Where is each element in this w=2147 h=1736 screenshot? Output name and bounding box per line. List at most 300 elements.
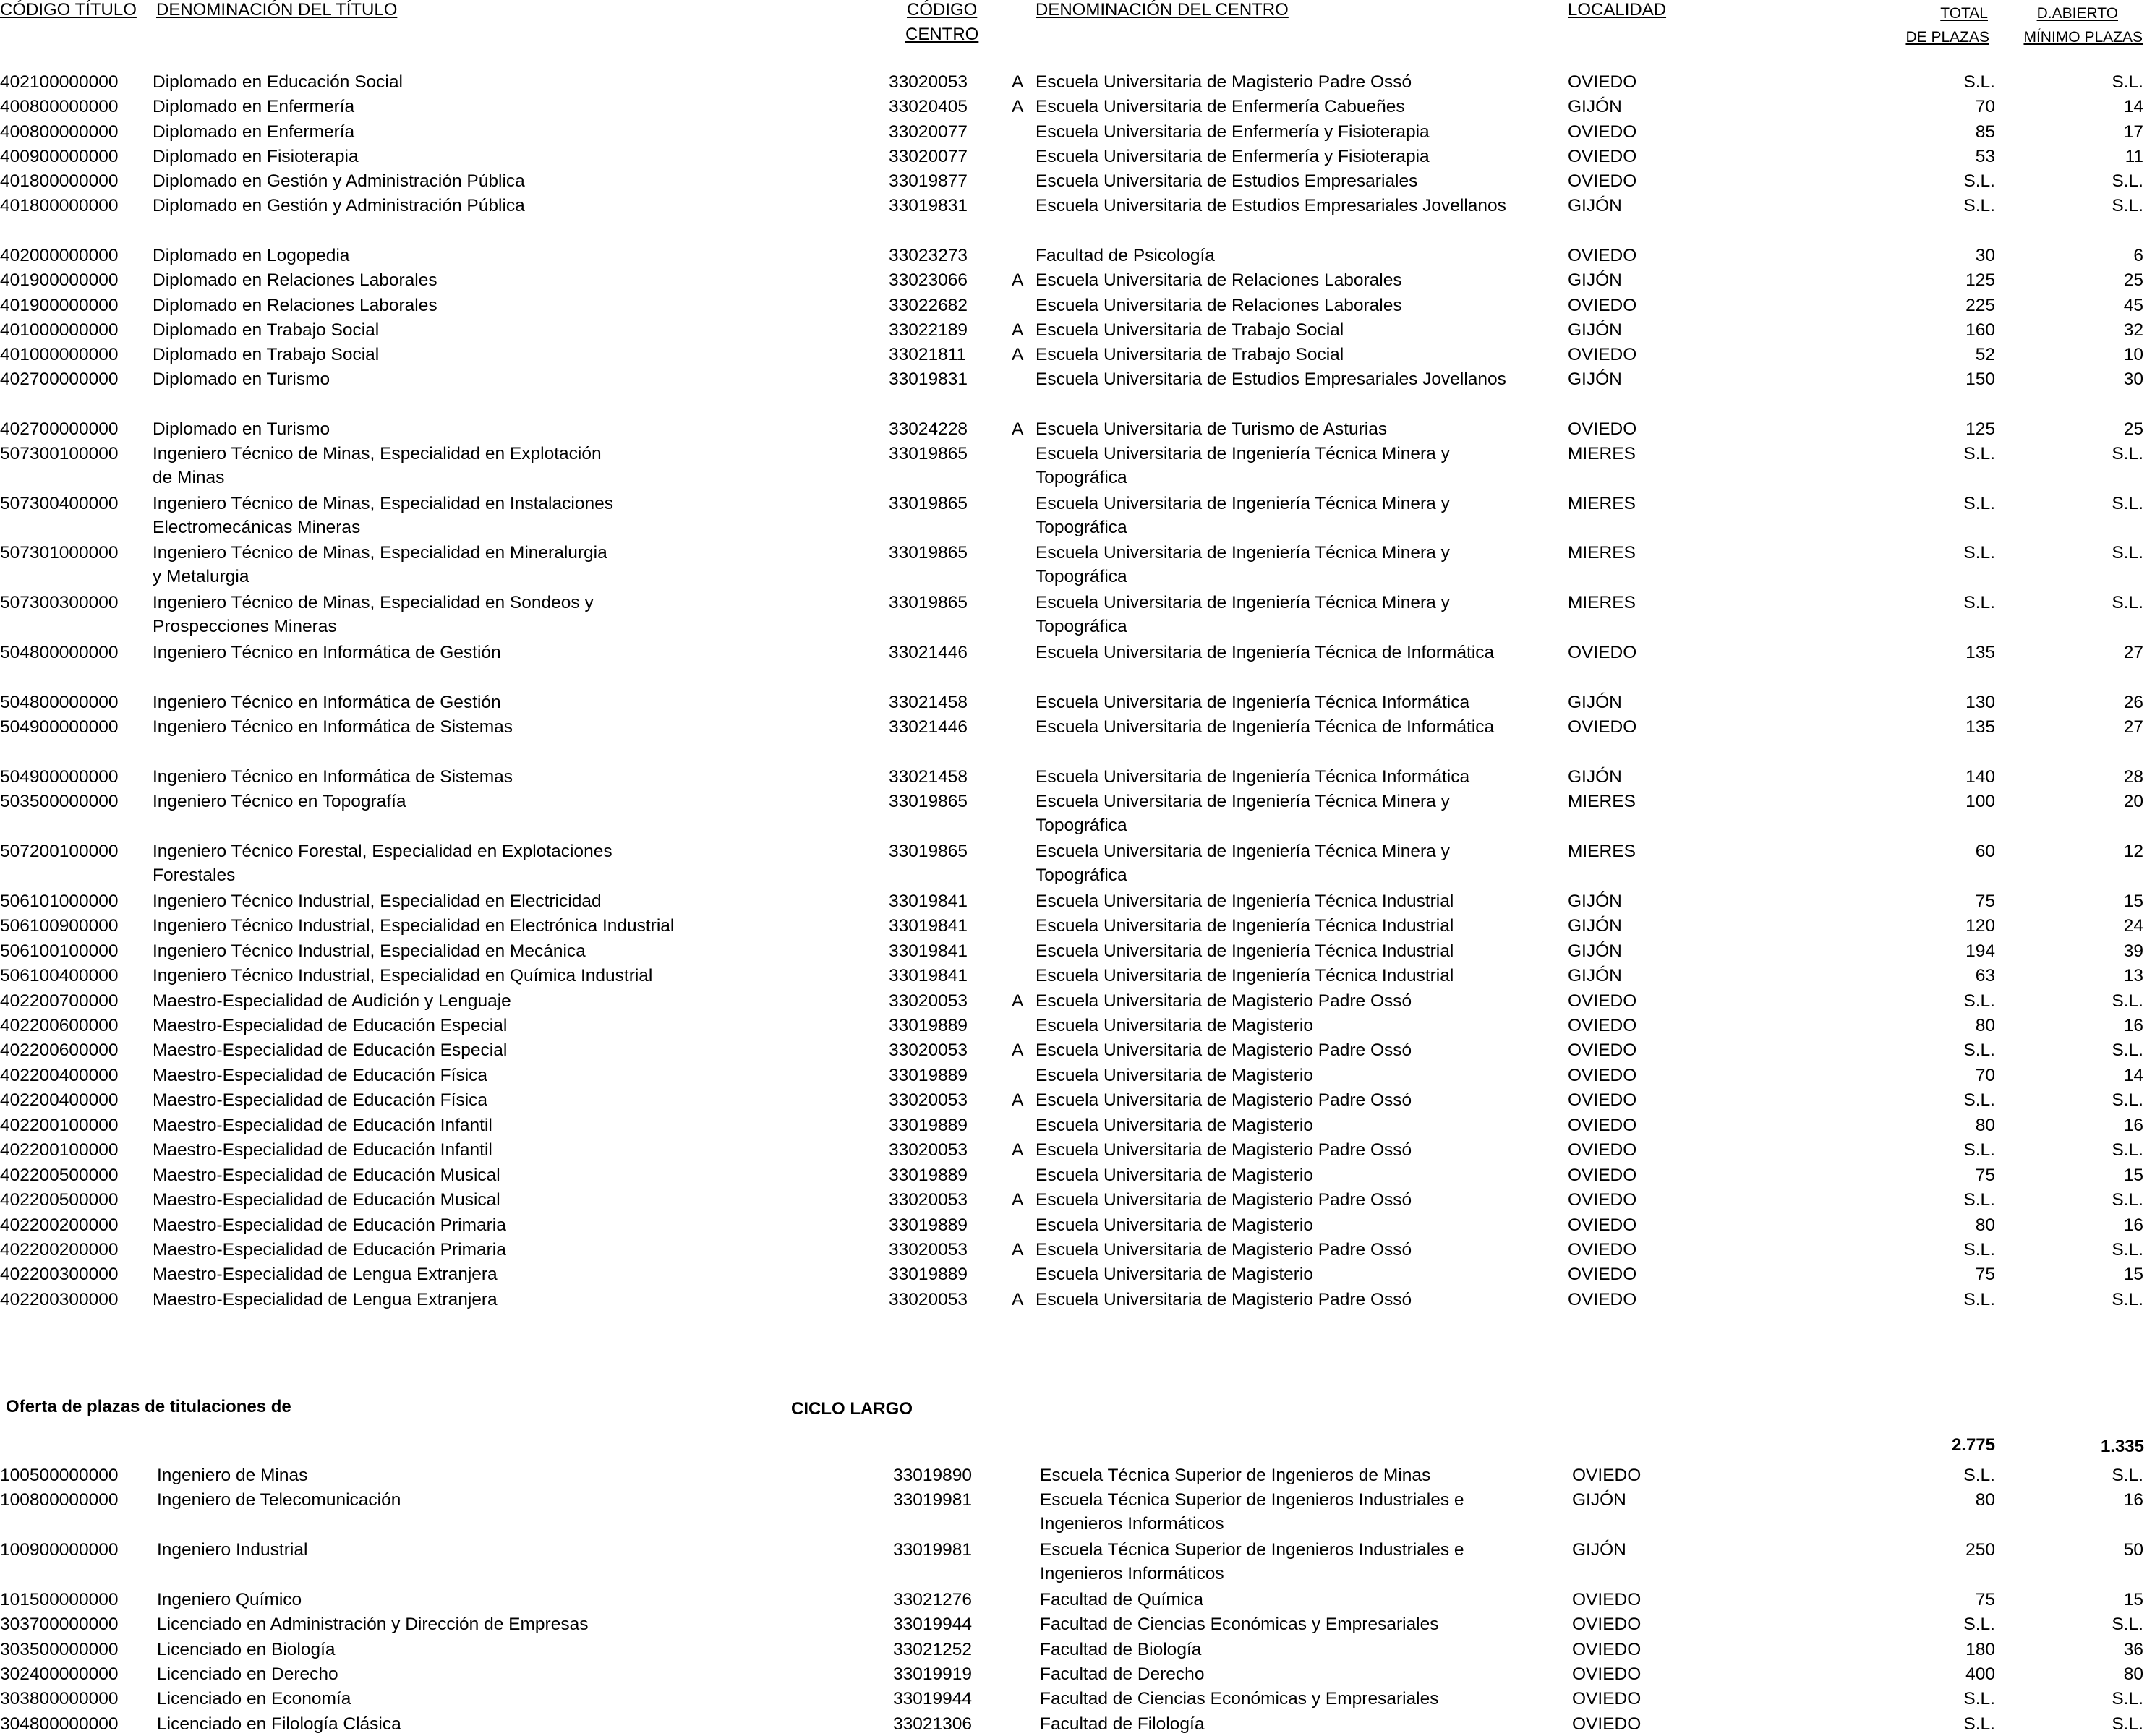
cell-codigo-titulo: 302400000000 bbox=[0, 1664, 119, 1684]
cell-codigo-centro: 33022189 bbox=[889, 320, 968, 340]
cell-denominacion-titulo: Maestro-Especialidad de Educación Infantil bbox=[153, 1140, 492, 1160]
cell-localidad: MIERES bbox=[1568, 543, 1636, 563]
header-total-line2: DE PLAZAS bbox=[1905, 29, 1989, 46]
cell-marca-adscrito: A bbox=[1012, 320, 1024, 340]
cell-denominacion-centro: Escuela Universitaria de Ingeniería Técnica Minera y bbox=[1036, 792, 1450, 811]
cell-localidad: OVIEDO bbox=[1568, 1290, 1637, 1309]
cell-codigo-titulo: 303700000000 bbox=[0, 1615, 119, 1634]
cell-codigo-centro: 33021306 bbox=[893, 1714, 973, 1734]
cell-total-plazas: 85 bbox=[1975, 122, 1995, 142]
cell-localidad: OVIEDO bbox=[1568, 1140, 1637, 1160]
cell-denominacion-centro: Escuela Universitaria de Ingeniería Técnica Informática bbox=[1036, 767, 1470, 787]
cell-codigo-titulo: 504800000000 bbox=[0, 693, 119, 712]
cell-localidad: OVIEDO bbox=[1568, 345, 1637, 364]
cell-denominacion-centro: Facultad de Derecho bbox=[1040, 1664, 1205, 1684]
cell-denominacion-centro-cont: Topográfica bbox=[1036, 816, 1127, 835]
cell-denominacion-centro: Facultad de Ciencias Económicas y Empresariales bbox=[1040, 1689, 1439, 1709]
cell-denominacion-titulo-cont: Forestales bbox=[153, 865, 236, 885]
cell-denominacion-centro: Facultad de Química bbox=[1040, 1590, 1204, 1609]
cell-total-plazas: S.L. bbox=[1963, 494, 1995, 513]
cell-denominacion-titulo: Ingeniero Técnico en Informática de Sistemas bbox=[153, 717, 513, 737]
cell-localidad: OVIEDO bbox=[1568, 1166, 1637, 1185]
cell-denominacion-centro: Escuela Universitaria de Ingeniería Técnica Minera y bbox=[1036, 444, 1450, 463]
cell-minimo-plazas: 15 bbox=[2123, 1265, 2143, 1284]
cell-marca-adscrito: A bbox=[1012, 1240, 1024, 1260]
cell-denominacion-titulo: Diplomado en Relaciones Laborales bbox=[153, 270, 437, 290]
cell-denominacion-centro: Escuela Universitaria de Magisterio bbox=[1036, 1265, 1313, 1284]
cell-codigo-centro: 33021458 bbox=[889, 767, 968, 787]
cell-denominacion-titulo: Ingeniero Técnico en Topografía bbox=[153, 792, 406, 811]
cell-codigo-titulo: 100500000000 bbox=[0, 1466, 119, 1485]
cell-denominacion-titulo: Maestro-Especialidad de Educación Musical bbox=[153, 1166, 500, 1185]
cell-total-plazas: 135 bbox=[1965, 717, 1995, 737]
cell-codigo-centro: 33019841 bbox=[889, 916, 968, 936]
cell-denominacion-centro: Escuela Universitaria de Ingeniería Técnica Industrial bbox=[1036, 941, 1454, 961]
cell-denominacion-titulo: Ingeniero de Minas bbox=[157, 1466, 308, 1485]
cell-localidad: OVIEDO bbox=[1568, 171, 1637, 191]
header-denominacion-centro: DENOMINACIÓN DEL CENTRO bbox=[1036, 0, 1289, 20]
cell-localidad: OVIEDO bbox=[1572, 1615, 1642, 1634]
cell-minimo-plazas: S.L. bbox=[2112, 1090, 2143, 1110]
cell-localidad: OVIEDO bbox=[1568, 1090, 1637, 1110]
cell-denominacion-centro: Escuela Universitaria de Magisterio Padre Ossó bbox=[1036, 1240, 1412, 1260]
cell-denominacion-titulo: Ingeniero Técnico en Informática de Sistemas bbox=[153, 767, 513, 787]
cell-codigo-centro: 33019841 bbox=[889, 941, 968, 961]
cell-denominacion-centro: Escuela Universitaria de Ingeniería Técnica Minera y bbox=[1036, 494, 1450, 513]
cell-denominacion-titulo: Ingeniero Químico bbox=[157, 1590, 302, 1609]
cell-total-plazas: 125 bbox=[1965, 419, 1995, 439]
cell-codigo-titulo: 504900000000 bbox=[0, 767, 119, 787]
cell-codigo-titulo: 506101000000 bbox=[0, 891, 119, 911]
cell-marca-adscrito: A bbox=[1012, 1190, 1024, 1210]
cell-codigo-titulo: 303800000000 bbox=[0, 1689, 119, 1709]
section-label: Oferta de plazas de titulaciones de bbox=[6, 1397, 291, 1416]
cell-codigo-centro: 33020053 bbox=[889, 1190, 968, 1210]
cell-denominacion-titulo: Ingeniero Industrial bbox=[157, 1540, 308, 1560]
cell-denominacion-titulo-cont: de Minas bbox=[153, 468, 225, 487]
cell-total-plazas: S.L. bbox=[1963, 444, 1995, 463]
cell-denominacion-centro: Escuela Universitaria de Magisterio bbox=[1036, 1016, 1313, 1035]
cell-codigo-centro: 33020053 bbox=[889, 72, 968, 92]
cell-localidad: GIJÓN bbox=[1568, 320, 1622, 340]
cell-minimo-plazas: 27 bbox=[2123, 643, 2143, 662]
cell-total-plazas: 80 bbox=[1975, 1490, 1995, 1510]
header-dabierto-line1: D.ABIERTO bbox=[2036, 5, 2118, 22]
cell-denominacion-centro-cont: Topográfica bbox=[1036, 865, 1127, 885]
cell-minimo-plazas: S.L. bbox=[2112, 72, 2143, 92]
cell-codigo-centro: 33020053 bbox=[889, 1040, 968, 1060]
cell-denominacion-titulo: Licenciado en Derecho bbox=[157, 1664, 338, 1684]
cell-minimo-plazas: 25 bbox=[2123, 419, 2143, 439]
cell-codigo-titulo: 401800000000 bbox=[0, 171, 119, 191]
cell-total-plazas: S.L. bbox=[1963, 991, 1995, 1011]
cell-localidad: OVIEDO bbox=[1568, 1265, 1637, 1284]
cell-localidad: OVIEDO bbox=[1568, 296, 1637, 315]
cell-codigo-centro: 33020405 bbox=[889, 97, 968, 116]
cell-codigo-centro: 33021446 bbox=[889, 643, 968, 662]
cell-denominacion-centro-cont: Topográfica bbox=[1036, 518, 1127, 537]
cell-marca-adscrito: A bbox=[1012, 345, 1024, 364]
cell-denominacion-centro: Escuela Universitaria de Magisterio Padre Ossó bbox=[1036, 72, 1412, 92]
cell-minimo-plazas: 11 bbox=[2125, 147, 2143, 166]
header-localidad: LOCALIDAD bbox=[1568, 0, 1667, 20]
cell-denominacion-titulo: Maestro-Especialidad de Educación Física bbox=[153, 1066, 488, 1085]
cell-codigo-titulo: 507300400000 bbox=[0, 494, 119, 513]
cell-marca-adscrito: A bbox=[1012, 991, 1024, 1011]
cell-denominacion-centro: Escuela Universitaria de Magisterio Padre Ossó bbox=[1036, 1040, 1412, 1060]
cell-denominacion-centro: Escuela Universitaria de Estudios Empresariales Jovellanos bbox=[1036, 196, 1506, 215]
cell-codigo-centro: 33024228 bbox=[889, 419, 968, 439]
cell-codigo-centro: 33019865 bbox=[889, 494, 968, 513]
cell-localidad: MIERES bbox=[1568, 494, 1636, 513]
cell-codigo-centro: 33020053 bbox=[889, 1090, 968, 1110]
cell-denominacion-titulo: Diplomado en Gestión y Administración Pública bbox=[153, 171, 525, 191]
cell-localidad: GIJÓN bbox=[1572, 1490, 1626, 1510]
cell-minimo-plazas: 15 bbox=[2123, 1590, 2143, 1609]
cell-denominacion-centro: Facultad de Biología bbox=[1040, 1640, 1202, 1659]
cell-denominacion-titulo: Diplomado en Fisioterapia bbox=[153, 147, 359, 166]
cell-codigo-titulo: 402200300000 bbox=[0, 1265, 119, 1284]
header-denominacion-titulo: DENOMINACIÓN DEL TÍTULO bbox=[156, 0, 398, 20]
cell-minimo-plazas: 28 bbox=[2123, 767, 2143, 787]
cell-denominacion-centro: Escuela Universitaria de Magisterio Padre Ossó bbox=[1036, 1140, 1412, 1160]
cell-codigo-titulo: 402200200000 bbox=[0, 1240, 119, 1260]
cell-denominacion-titulo: Licenciado en Filología Clásica bbox=[157, 1714, 401, 1734]
cell-codigo-centro: 33020077 bbox=[889, 147, 968, 166]
cell-total-plazas: 30 bbox=[1975, 246, 1995, 265]
cell-localidad: GIJÓN bbox=[1568, 270, 1622, 290]
cell-codigo-centro: 33019831 bbox=[889, 196, 968, 215]
header-codigo-centro-line2: CENTRO bbox=[905, 25, 979, 44]
cell-denominacion-titulo: Maestro-Especialidad de Lengua Extranjera bbox=[153, 1290, 498, 1309]
cell-denominacion-titulo: Diplomado en Enfermería bbox=[153, 122, 355, 142]
cell-denominacion-titulo: Diplomado en Enfermería bbox=[153, 97, 355, 116]
cell-codigo-titulo: 402700000000 bbox=[0, 419, 119, 439]
cell-total-plazas: 180 bbox=[1965, 1640, 1995, 1659]
cell-denominacion-centro: Facultad de Filología bbox=[1040, 1714, 1205, 1734]
cell-minimo-plazas: S.L. bbox=[2112, 991, 2143, 1011]
cell-total-plazas: 160 bbox=[1965, 320, 1995, 340]
cell-codigo-centro: 33019889 bbox=[889, 1265, 968, 1284]
cell-denominacion-titulo: Ingeniero Técnico Industrial, Especialidad en Mecánica bbox=[153, 941, 586, 961]
cell-codigo-centro: 33019865 bbox=[889, 842, 968, 861]
cell-total-plazas: S.L. bbox=[1963, 1290, 1995, 1309]
cell-total-plazas: 80 bbox=[1975, 1215, 1995, 1235]
cell-denominacion-titulo: Maestro-Especialidad de Educación Primaria bbox=[153, 1240, 506, 1260]
cell-localidad: OVIEDO bbox=[1568, 991, 1637, 1011]
cell-localidad: OVIEDO bbox=[1568, 419, 1637, 439]
cell-codigo-centro: 33019865 bbox=[889, 444, 968, 463]
cell-localidad: GIJÓN bbox=[1568, 767, 1622, 787]
cell-codigo-titulo: 401000000000 bbox=[0, 320, 119, 340]
cell-minimo-plazas: 6 bbox=[2133, 246, 2143, 265]
cell-codigo-centro: 33019889 bbox=[889, 1215, 968, 1235]
cell-denominacion-titulo-cont: Electromecánicas Mineras bbox=[153, 518, 361, 537]
cell-denominacion-centro-cont: Ingenieros Informáticos bbox=[1040, 1564, 1224, 1583]
cell-codigo-centro: 33019944 bbox=[893, 1615, 973, 1634]
cell-total-plazas: 75 bbox=[1975, 891, 1995, 911]
cell-denominacion-centro: Escuela Universitaria de Magisterio Padre Ossó bbox=[1036, 1290, 1412, 1309]
cell-denominacion-titulo: Ingeniero Técnico en Informática de Gestión bbox=[153, 693, 501, 712]
cell-denominacion-centro: Escuela Universitaria de Magisterio bbox=[1036, 1215, 1313, 1235]
cell-localidad: MIERES bbox=[1568, 444, 1636, 463]
cell-localidad: MIERES bbox=[1568, 842, 1636, 861]
cell-denominacion-titulo: Maestro-Especialidad de Audición y Lenguaje bbox=[153, 991, 511, 1011]
cell-total-plazas: S.L. bbox=[1963, 171, 1995, 191]
cell-codigo-titulo: 402200700000 bbox=[0, 991, 119, 1011]
cell-denominacion-titulo: Diplomado en Gestión y Administración Pública bbox=[153, 196, 525, 215]
cell-codigo-titulo: 402700000000 bbox=[0, 369, 119, 389]
cell-minimo-plazas: 14 bbox=[2123, 97, 2143, 116]
section-ciclo: CICLO LARGO bbox=[791, 1399, 913, 1419]
cell-total-plazas: 130 bbox=[1965, 693, 1995, 712]
cell-localidad: OVIEDO bbox=[1568, 246, 1637, 265]
cell-denominacion-titulo: Ingeniero Técnico en Informática de Gestión bbox=[153, 643, 501, 662]
cell-total-plazas: 400 bbox=[1965, 1664, 1995, 1684]
cell-codigo-titulo: 507301000000 bbox=[0, 543, 119, 563]
cell-localidad: OVIEDO bbox=[1568, 1240, 1637, 1260]
cell-codigo-centro: 33019865 bbox=[889, 792, 968, 811]
cell-denominacion-centro-cont: Topográfica bbox=[1036, 468, 1127, 487]
cell-total-plazas: 80 bbox=[1975, 1016, 1995, 1035]
cell-codigo-centro: 33019919 bbox=[893, 1664, 973, 1684]
cell-codigo-centro: 33019944 bbox=[893, 1689, 973, 1709]
cell-denominacion-centro: Escuela Universitaria de Ingeniería Técnica Industrial bbox=[1036, 966, 1454, 985]
cell-codigo-titulo: 506100900000 bbox=[0, 916, 119, 936]
cell-minimo-plazas: S.L. bbox=[2112, 1290, 2143, 1309]
cell-minimo-plazas: 16 bbox=[2123, 1215, 2143, 1235]
cell-denominacion-titulo: Diplomado en Turismo bbox=[153, 419, 330, 439]
cell-localidad: GIJÓN bbox=[1568, 196, 1622, 215]
cell-localidad: OVIEDO bbox=[1568, 1040, 1637, 1060]
cell-total-plazas: 250 bbox=[1965, 1540, 1995, 1560]
cell-codigo-titulo: 503500000000 bbox=[0, 792, 119, 811]
cell-marca-adscrito: A bbox=[1012, 419, 1024, 439]
cell-codigo-titulo: 402200600000 bbox=[0, 1040, 119, 1060]
cell-total-plazas: 150 bbox=[1965, 369, 1995, 389]
cell-codigo-centro: 33019889 bbox=[889, 1166, 968, 1185]
cell-codigo-titulo: 402200500000 bbox=[0, 1190, 119, 1210]
cell-codigo-titulo: 402200100000 bbox=[0, 1116, 119, 1135]
cell-minimo-plazas: S.L. bbox=[2112, 171, 2143, 191]
cell-minimo-plazas: 50 bbox=[2123, 1540, 2143, 1560]
cell-denominacion-centro: Escuela Universitaria de Ingeniería Técnica Minera y bbox=[1036, 543, 1450, 563]
cell-denominacion-centro: Facultad de Ciencias Económicas y Empresariales bbox=[1040, 1615, 1439, 1634]
cell-codigo-titulo: 504800000000 bbox=[0, 643, 119, 662]
cell-denominacion-titulo: Maestro-Especialidad de Educación Primaria bbox=[153, 1215, 506, 1235]
cell-denominacion-titulo: Ingeniero Técnico Industrial, Especialidad en Electrónica Industrial bbox=[153, 916, 675, 936]
cell-codigo-titulo: 507300300000 bbox=[0, 593, 119, 612]
cell-total-plazas: S.L. bbox=[1963, 72, 1995, 92]
cell-localidad: MIERES bbox=[1568, 593, 1636, 612]
cell-denominacion-titulo: Ingeniero Técnico de Minas, Especialidad en Sondeos y bbox=[153, 593, 594, 612]
cell-denominacion-titulo: Diplomado en Logopedia bbox=[153, 246, 350, 265]
cell-minimo-plazas: S.L. bbox=[2112, 1140, 2143, 1160]
cell-minimo-plazas: S.L. bbox=[2112, 1466, 2143, 1485]
cell-total-plazas: 80 bbox=[1975, 1116, 1995, 1135]
cell-minimo-plazas: 26 bbox=[2123, 693, 2143, 712]
cell-codigo-centro: 33019890 bbox=[893, 1466, 973, 1485]
cell-total-plazas: S.L. bbox=[1963, 1190, 1995, 1210]
cell-minimo-plazas: 12 bbox=[2123, 842, 2143, 861]
cell-denominacion-centro: Escuela Universitaria de Ingeniería Técnica Informática bbox=[1036, 693, 1470, 712]
cell-minimo-plazas: 39 bbox=[2123, 941, 2143, 961]
cell-codigo-titulo: 401000000000 bbox=[0, 345, 119, 364]
sum-total-plazas: 2.775 bbox=[1951, 1435, 1995, 1455]
cell-localidad: OVIEDO bbox=[1568, 1066, 1637, 1085]
cell-total-plazas: 75 bbox=[1975, 1265, 1995, 1284]
cell-denominacion-titulo: Ingeniero Técnico Forestal, Especialidad en Explotaciones bbox=[153, 842, 612, 861]
cell-localidad: OVIEDO bbox=[1572, 1689, 1642, 1709]
cell-minimo-plazas: S.L. bbox=[2112, 444, 2143, 463]
cell-codigo-centro: 33020053 bbox=[889, 1240, 968, 1260]
cell-localidad: MIERES bbox=[1568, 792, 1636, 811]
cell-denominacion-titulo: Diplomado en Trabajo Social bbox=[153, 345, 380, 364]
cell-codigo-centro: 33019889 bbox=[889, 1016, 968, 1035]
cell-total-plazas: S.L. bbox=[1963, 1615, 1995, 1634]
cell-codigo-titulo: 402200300000 bbox=[0, 1290, 119, 1309]
cell-codigo-titulo: 402000000000 bbox=[0, 246, 119, 265]
cell-total-plazas: 125 bbox=[1965, 270, 1995, 290]
cell-total-plazas: 70 bbox=[1975, 1066, 1995, 1085]
cell-codigo-centro: 33019889 bbox=[889, 1116, 968, 1135]
cell-codigo-titulo: 401900000000 bbox=[0, 296, 119, 315]
cell-codigo-titulo: 303500000000 bbox=[0, 1640, 119, 1659]
cell-minimo-plazas: S.L. bbox=[2112, 1190, 2143, 1210]
cell-total-plazas: S.L. bbox=[1963, 1090, 1995, 1110]
cell-minimo-plazas: 13 bbox=[2123, 966, 2143, 985]
cell-localidad: OVIEDO bbox=[1572, 1714, 1642, 1734]
cell-denominacion-titulo: Ingeniero Técnico Industrial, Especialidad en Electricidad bbox=[153, 891, 602, 911]
cell-denominacion-centro-cont: Ingenieros Informáticos bbox=[1040, 1514, 1224, 1534]
cell-minimo-plazas: 24 bbox=[2123, 916, 2143, 936]
cell-localidad: OVIEDO bbox=[1568, 72, 1637, 92]
cell-denominacion-titulo: Diplomado en Trabajo Social bbox=[153, 320, 380, 340]
cell-denominacion-centro: Escuela Universitaria de Ingeniería Técnica Minera y bbox=[1036, 593, 1450, 612]
cell-codigo-centro: 33021446 bbox=[889, 717, 968, 737]
cell-codigo-centro: 33020053 bbox=[889, 991, 968, 1011]
cell-codigo-centro: 33020053 bbox=[889, 1140, 968, 1160]
cell-minimo-plazas: S.L. bbox=[2112, 593, 2143, 612]
cell-denominacion-titulo: Maestro-Especialidad de Educación Especial bbox=[153, 1040, 508, 1060]
cell-total-plazas: S.L. bbox=[1963, 1240, 1995, 1260]
cell-denominacion-titulo: Diplomado en Turismo bbox=[153, 369, 330, 389]
cell-total-plazas: 194 bbox=[1965, 941, 1995, 961]
cell-total-plazas: 52 bbox=[1975, 345, 1995, 364]
cell-total-plazas: 53 bbox=[1975, 147, 1995, 166]
cell-codigo-titulo: 507200100000 bbox=[0, 842, 119, 861]
cell-total-plazas: S.L. bbox=[1963, 1140, 1995, 1160]
cell-denominacion-centro-cont: Topográfica bbox=[1036, 617, 1127, 636]
cell-codigo-centro: 33019889 bbox=[889, 1066, 968, 1085]
sum-minimo-plazas: 1.335 bbox=[2100, 1437, 2144, 1456]
cell-minimo-plazas: S.L. bbox=[2112, 1714, 2143, 1734]
cell-denominacion-centro: Escuela Universitaria de Ingeniería Técnica de Informática bbox=[1036, 643, 1495, 662]
cell-denominacion-titulo: Maestro-Especialidad de Educación Infantil bbox=[153, 1116, 492, 1135]
cell-marca-adscrito: A bbox=[1012, 1290, 1024, 1309]
cell-denominacion-titulo: Maestro-Especialidad de Educación Física bbox=[153, 1090, 488, 1110]
cell-localidad: OVIEDO bbox=[1572, 1590, 1642, 1609]
header-dabierto-line2: MÍNIMO PLAZAS bbox=[2023, 29, 2143, 46]
cell-localidad: OVIEDO bbox=[1568, 1190, 1637, 1210]
cell-denominacion-titulo: Maestro-Especialidad de Educación Especial bbox=[153, 1016, 508, 1035]
cell-marca-adscrito: A bbox=[1012, 1090, 1024, 1110]
cell-codigo-centro: 33019981 bbox=[893, 1490, 973, 1510]
cell-total-plazas: 225 bbox=[1965, 296, 1995, 315]
cell-localidad: OVIEDO bbox=[1568, 643, 1637, 662]
cell-codigo-titulo: 402100000000 bbox=[0, 72, 119, 92]
cell-codigo-centro: 33019841 bbox=[889, 891, 968, 911]
cell-codigo-titulo: 100900000000 bbox=[0, 1540, 119, 1560]
cell-total-plazas: S.L. bbox=[1963, 196, 1995, 215]
cell-localidad: GIJÓN bbox=[1568, 369, 1622, 389]
cell-total-plazas: S.L. bbox=[1963, 593, 1995, 612]
cell-denominacion-titulo: Licenciado en Administración y Dirección de Empresas bbox=[157, 1615, 589, 1634]
cell-denominacion-centro: Escuela Universitaria de Trabajo Social bbox=[1036, 345, 1344, 364]
cell-localidad: GIJÓN bbox=[1568, 693, 1622, 712]
cell-minimo-plazas: 45 bbox=[2123, 296, 2143, 315]
cell-minimo-plazas: S.L. bbox=[2112, 1240, 2143, 1260]
cell-codigo-centro: 33020077 bbox=[889, 122, 968, 142]
cell-minimo-plazas: 80 bbox=[2123, 1664, 2143, 1684]
cell-codigo-centro: 33021458 bbox=[889, 693, 968, 712]
cell-minimo-plazas: S.L. bbox=[2112, 196, 2143, 215]
cell-denominacion-centro-cont: Topográfica bbox=[1036, 567, 1127, 586]
cell-codigo-centro: 33019841 bbox=[889, 966, 968, 985]
cell-minimo-plazas: 14 bbox=[2123, 1066, 2143, 1085]
cell-minimo-plazas: S.L. bbox=[2112, 543, 2143, 563]
cell-denominacion-centro: Escuela Universitaria de Enfermería y Fisioterapia bbox=[1036, 122, 1430, 142]
cell-denominacion-centro: Escuela Universitaria de Relaciones Laborales bbox=[1036, 296, 1402, 315]
cell-codigo-titulo: 402200400000 bbox=[0, 1090, 119, 1110]
cell-denominacion-centro: Escuela Universitaria de Ingeniería Técnica de Informática bbox=[1036, 717, 1495, 737]
cell-total-plazas: S.L. bbox=[1963, 543, 1995, 563]
cell-minimo-plazas: 30 bbox=[2123, 369, 2143, 389]
cell-denominacion-centro: Escuela Universitaria de Magisterio Padre Ossó bbox=[1036, 991, 1412, 1011]
cell-total-plazas: 120 bbox=[1965, 916, 1995, 936]
cell-denominacion-titulo: Diplomado en Educación Social bbox=[153, 72, 403, 92]
cell-codigo-centro: 33021276 bbox=[893, 1590, 973, 1609]
cell-localidad: GIJÓN bbox=[1568, 97, 1622, 116]
cell-denominacion-centro: Escuela Universitaria de Trabajo Social bbox=[1036, 320, 1344, 340]
cell-codigo-titulo: 401900000000 bbox=[0, 270, 119, 290]
cell-minimo-plazas: S.L. bbox=[2112, 494, 2143, 513]
cell-codigo-titulo: 506100400000 bbox=[0, 966, 119, 985]
cell-localidad: OVIEDO bbox=[1568, 1215, 1637, 1235]
cell-localidad: OVIEDO bbox=[1568, 1016, 1637, 1035]
cell-localidad: GIJÓN bbox=[1568, 941, 1622, 961]
cell-marca-adscrito: A bbox=[1012, 97, 1024, 116]
cell-codigo-titulo: 100800000000 bbox=[0, 1490, 119, 1510]
cell-total-plazas: 140 bbox=[1965, 767, 1995, 787]
cell-total-plazas: 135 bbox=[1965, 643, 1995, 662]
cell-localidad: OVIEDO bbox=[1568, 1116, 1637, 1135]
cell-total-plazas: S.L. bbox=[1963, 1689, 1995, 1709]
cell-codigo-centro: 33023066 bbox=[889, 270, 968, 290]
cell-codigo-centro: 33022682 bbox=[889, 296, 968, 315]
cell-denominacion-centro: Escuela Universitaria de Estudios Empresariales Jovellanos bbox=[1036, 369, 1506, 389]
cell-codigo-titulo: 101500000000 bbox=[0, 1590, 119, 1609]
cell-total-plazas: 63 bbox=[1975, 966, 1995, 985]
cell-denominacion-titulo: Ingeniero Técnico Industrial, Especialidad en Química Industrial bbox=[153, 966, 653, 985]
cell-codigo-centro: 33023273 bbox=[889, 246, 968, 265]
cell-minimo-plazas: 15 bbox=[2123, 1166, 2143, 1185]
cell-denominacion-centro: Escuela Universitaria de Enfermería y Fisioterapia bbox=[1036, 147, 1430, 166]
cell-denominacion-titulo: Ingeniero Técnico de Minas, Especialidad en Instalaciones bbox=[153, 494, 613, 513]
cell-denominacion-titulo: Maestro-Especialidad de Lengua Extranjera bbox=[153, 1265, 498, 1284]
cell-localidad: GIJÓN bbox=[1568, 916, 1622, 936]
cell-denominacion-centro: Escuela Universitaria de Enfermería Cabueñes bbox=[1036, 97, 1405, 116]
